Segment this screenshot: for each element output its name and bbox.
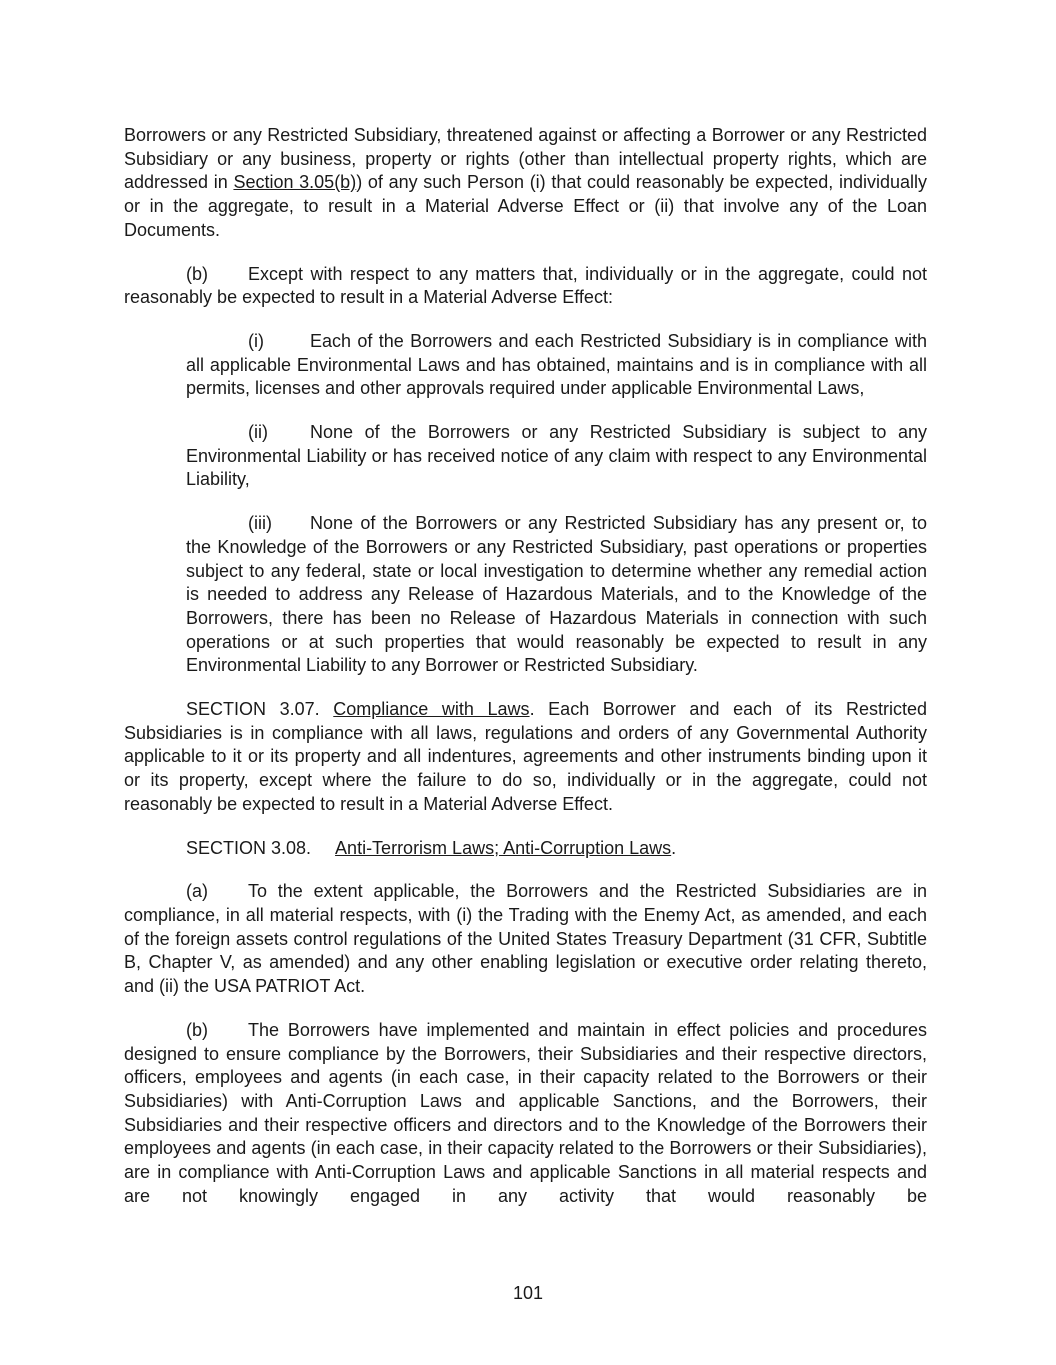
page-number: 101 xyxy=(512,1283,544,1303)
paragraph-b: (b) Except with respect to any matters that, individually or in the aggregate, could not reasonably be expected to result in a Material Adverse Effect: xyxy=(124,263,927,308)
section-label: SECTION 3.08. xyxy=(186,837,312,858)
page-content xyxy=(124,124,927,1228)
paragraph-continuation: Borrowers or any Restricted Subsidiary, threatened against or affecting a Borrower or any Restricted Subsidiary or any business, property or rights (other than intellectual property rights, which are addressed in Section 3.05(b)) of any such Person (i) that could reasonably be expected, individually or in the aggregate, to result in a Material Adverse Effect or (ii) that involve any of the Loan Documents. xyxy=(124,125,927,240)
clause-label: (iii) xyxy=(248,513,272,534)
section-title: Anti-Terrorism Laws; Anti-Corruption Laws xyxy=(335,837,672,858)
section-3-07: SECTION 3.07. Compliance with Laws. Each Borrower and each of its Restricted Subsidiaries is in compliance with all laws, regulations and orders of any Governmental Authority applicable to it or its property and all indentures, agreements and other instruments binding upon it or its property, except where the failure to do so, individually or in the aggregate, could not reasonably be expected to result in a Material Adverse Effect. xyxy=(124,699,927,814)
paragraph-iii: (iii) None of the Borrowers or any Restricted Subsidiary has any present or, to the Knowledge of the Borrowers or any Restricted Subsidiary, past operations or properties subject to any federal, state or local investigation to determine whether any remedial action is needed to address any Release of Hazardous Materials, and to the Knowledge of the Borrowers, there has been no Release of Hazardous Materials in connection with such operations or at such properties that would reasonably be expected to result in any Environmental Liability to any Borrower or Restricted Subsidiary. xyxy=(186,513,927,676)
clause-label: (a) xyxy=(186,881,208,902)
paragraph-ii: (ii) None of the Borrowers or any Restricted Subsidiary is subject to any Environmental Liability or has received notice of any claim with respect to any Environmental Liability, xyxy=(186,422,927,490)
paragraph-i: (i) Each of the Borrowers and each Restricted Subsidiary is in compliance with all applicable Environmental Laws and has obtained, maintains and is in compliance with all permits, licenses and other approvals required under applicable Environmental Laws, xyxy=(186,330,927,399)
clause-label: (ii) xyxy=(248,422,268,443)
section-3-08: SECTION 3.08. Anti-Terrorism Laws; Anti-Corruption Laws. xyxy=(186,837,677,858)
section-reference-link: Section 3.05(b) xyxy=(233,172,357,193)
paragraph-b-anticorruption: (b) The Borrowers have implemented and maintain in effect policies and procedures designed to ensure compliance by the Borrowers, their Subsidiaries and their respective directors, officers, employees and agents (in each case, in their capacity related to the Borrowers or their Subsidiaries) with Anti-Corruption Laws and applicable Sanctions, and the Borrowers, their Subsidiaries and their respective officers and directors and to the Knowledge of the Borrowers their employees and agents (in each case, in their capacity related to the Borrowers or their Subsidiaries), are in compliance with Anti-Corruption Laws and applicable Sanctions in all material respects and are not knowingly engaged in any activity that would reasonably be xyxy=(124,1019,927,1206)
clause-label: (b) xyxy=(186,263,208,284)
clause-label: (i) xyxy=(248,330,264,351)
section-title: Compliance with Laws xyxy=(333,699,530,720)
section-label: SECTION 3.07. xyxy=(186,699,320,720)
clause-label: (b) xyxy=(186,1019,208,1040)
paragraph-a: (a) To the extent applicable, the Borrowers and the Restricted Subsidiaries are in compliance, in all material respects, with (i) the Trading with the Enemy Act, as amended, and each of the foreign assets control regulations of the United States Treasury Department (31 CFR, Subtitle B, Chapter V, as amended) and any other enabling legislation or executive order relating thereto, and (ii) the USA PATRIOT Act. xyxy=(124,881,927,997)
